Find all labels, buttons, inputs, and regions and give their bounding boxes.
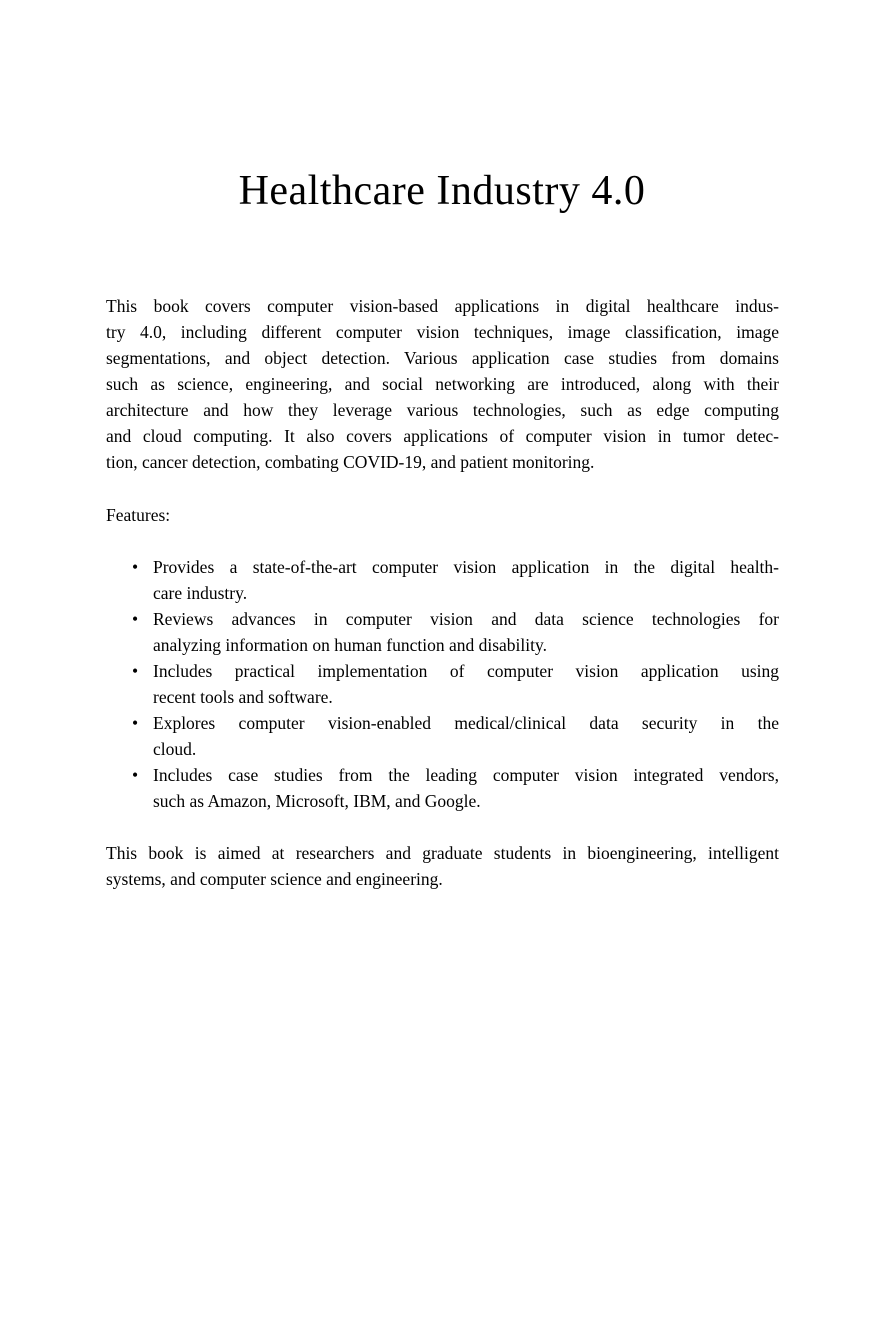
intro-line: such as science, engineering, and social networking are introduced, along with their: [106, 374, 779, 394]
list-item: [106, 554, 779, 606]
features-label: Features:: [106, 505, 171, 525]
closing-paragraph: [106, 840, 779, 892]
closing-line: This book is aimed at researchers and graduate students in bioengineering, intelligent: [106, 843, 779, 863]
list-item: [106, 606, 779, 658]
intro-line: architecture and how they leverage various technologies, such as edge computing: [106, 400, 779, 420]
list-item: [106, 762, 779, 814]
page-body: [106, 293, 779, 892]
list-item-text: [153, 554, 779, 606]
list-item-line: Explores computer vision-enabled medical/clinical data security in the: [153, 713, 779, 733]
intro-line: and cloud computing. It also covers applications of computer vision in tumor detec-: [106, 426, 779, 446]
intro-line: tion, cancer detection, combating COVID-19, and patient monitoring.: [106, 452, 595, 472]
list-item-line: care industry.: [153, 583, 248, 603]
list-item-text: [153, 762, 779, 814]
list-item-line: Includes case studies from the leading computer vision integrated vendors,: [153, 765, 779, 785]
intro-paragraph: [106, 293, 779, 475]
intro-line: segmentations, and object detection. Various application case studies from domains: [106, 348, 779, 368]
intro-line: try 4.0, including different computer vision techniques, image classification, image: [106, 322, 779, 342]
list-item-text: [153, 658, 779, 710]
bullet-icon: •: [132, 557, 139, 577]
bullet-icon: •: [132, 765, 139, 785]
closing-line: systems, and computer science and engineering.: [106, 869, 443, 889]
bullet-icon: •: [132, 713, 139, 733]
list-item-line: analyzing information on human function and disability.: [153, 635, 547, 655]
list-item-text: [153, 710, 779, 762]
list-item-line: such as Amazon, Microsoft, IBM, and Google.: [153, 791, 481, 811]
bullet-icon: •: [132, 661, 139, 681]
list-item-line: Provides a state-of-the-art computer vision application in the digital health-: [153, 557, 779, 577]
page-title: Healthcare Industry 4.0: [238, 168, 646, 214]
list-item-line: cloud.: [153, 739, 197, 759]
list-item-line: Reviews advances in computer vision and data science technologies for: [153, 609, 779, 629]
list-item-line: recent tools and software.: [153, 687, 333, 707]
list-item: [106, 710, 779, 762]
intro-line: This book covers computer vision-based applications in digital healthcare indus-: [106, 296, 779, 316]
list-item-text: [153, 606, 779, 658]
bullet-icon: •: [132, 609, 139, 629]
list-item-line: Includes practical implementation of computer vision application using: [153, 661, 779, 681]
feature-list: [106, 554, 779, 814]
list-item: [106, 658, 779, 710]
